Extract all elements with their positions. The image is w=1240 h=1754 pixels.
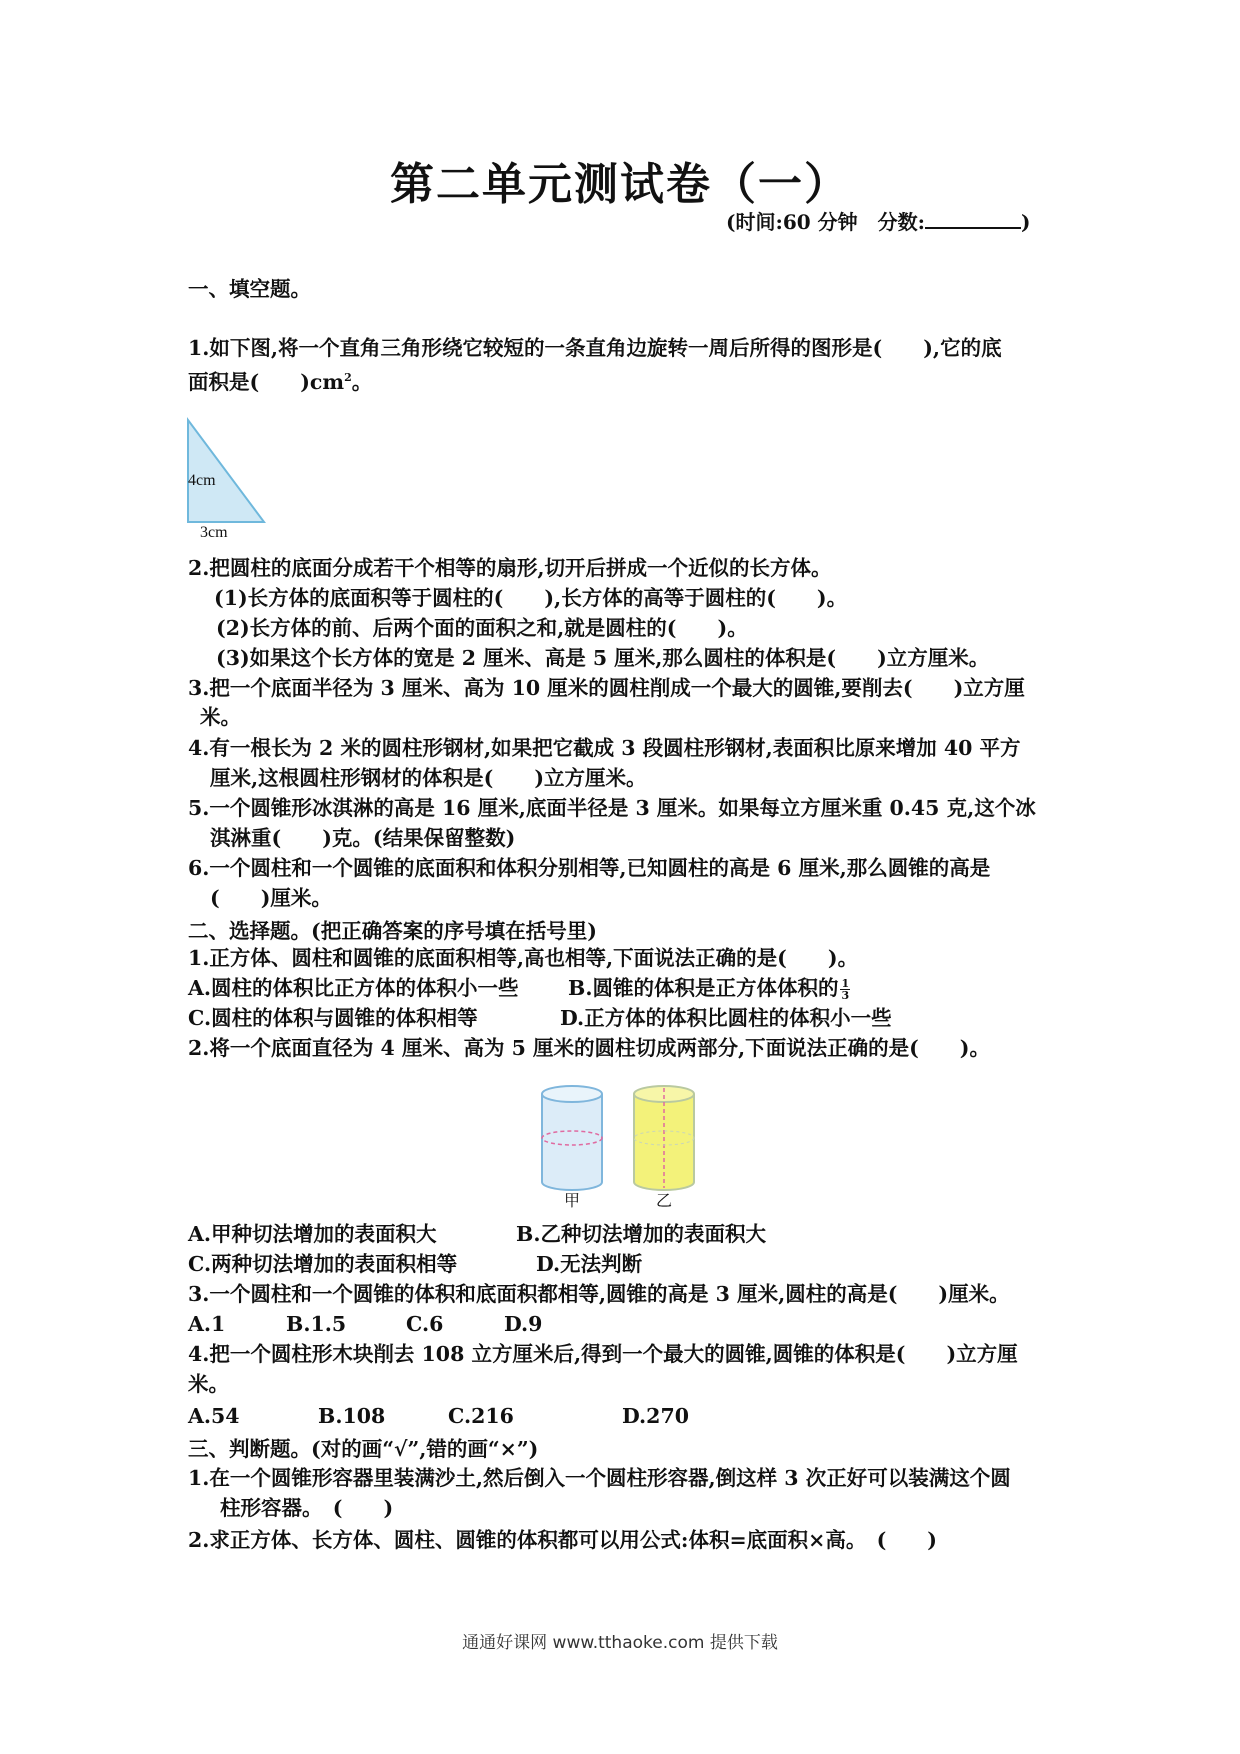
triangle-height-label: 4cm <box>188 472 216 489</box>
s1-q6-line1: 6.一个圆柱和一个圆锥的底面积和体积分别相等,已知圆柱的高是 6 厘米,那么圆锥的高是 <box>188 856 991 880</box>
s2-q2-optD: D.无法判断 <box>536 1252 643 1276</box>
s1-q5-line2: 淇淋重( )克。(结果保留整数) <box>210 826 516 850</box>
s2-q3-optB: B.1.5 <box>286 1312 347 1336</box>
s1-q1-line2 <box>188 364 372 396</box>
s2-q3-optA: A.1 <box>188 1312 226 1336</box>
s2-q3-line1: 3.一个圆柱和一个圆锥的体积和底面积都相等,圆锥的高是 3 厘米,圆柱的高是( )厘米。 <box>188 1282 1010 1306</box>
cylinder-jia <box>542 1086 602 1190</box>
s1-q4-line1: 4.有一根长为 2 米的圆柱形钢材,如果把它截成 3 段圆柱形钢材,表面积比原来增加 40 平方 <box>188 736 1021 760</box>
s1-q2-sub3: (3)如果这个长方体的宽是 2 厘米、高是 5 厘米,那么圆柱的体积是( )立方厘米。 <box>216 646 990 670</box>
s2-q3-optC: C.6 <box>406 1312 444 1336</box>
s1-q2-sub1: (1)长方体的底面积等于圆柱的( ),长方体的高等于圆柱的( )。 <box>214 586 848 610</box>
s2-q4-optD: D.270 <box>622 1404 689 1428</box>
label-yi: 乙 <box>656 1191 673 1210</box>
s1-q3-line1: 3.把一个底面半径为 3 厘米、高为 10 厘米的圆柱削成一个最大的圆锥,要削去( )立方厘 <box>188 676 1025 700</box>
s1-q2-sub2: (2)长方体的前、后两个面的面积之和,就是圆柱的( )。 <box>216 616 748 640</box>
s2-q2-optA: A.甲种切法增加的表面积大 <box>188 1222 437 1246</box>
s2-q1-optB-text: B.圆锥的体积是正方体体积的 <box>568 976 839 1000</box>
section1-heading: 一、填空题。 <box>188 277 311 301</box>
s3-q2-line1: 2.求正方体、长方体、圆柱、圆锥的体积都可以用公式:体积=底面积×高。 ( ) <box>188 1528 937 1552</box>
triangle-shape <box>188 420 264 522</box>
s2-q1-optB <box>568 974 850 1002</box>
s1-q5-line1: 5.一个圆锥形冰淇淋的高是 16 厘米,底面半径是 3 厘米。如果每立方厘米重 0.45 克,这个冰 <box>188 796 1036 820</box>
s2-q1-line1: 1.正方体、圆柱和圆锥的底面积相等,高也相等,下面说法正确的是( )。 <box>188 946 859 970</box>
s2-q2-optC: C.两种切法增加的表面积相等 <box>188 1252 458 1276</box>
s1-q3-line2: 米。 <box>200 705 241 729</box>
s1-q1-line1: 1.如下图,将一个直角三角形绕它较短的一条直角边旋转一周后所得的图形是( ),它的底 <box>188 336 1002 360</box>
s2-q1-optA: A.圆柱的体积比正方体的体积小一些 <box>188 976 519 1000</box>
s1-q4-line2: 厘米,这根圆柱形钢材的体积是( )立方厘米。 <box>210 766 647 790</box>
s3-q1-line1: 1.在一个圆锥形容器里装满沙土,然后倒入一个圆柱形容器,倒这样 3 次正好可以装满这个圆 <box>188 1466 1011 1490</box>
fraction-denominator: 3 <box>841 989 850 1002</box>
score-blank <box>925 209 1021 229</box>
section2-heading: 二、选择题。(把正确答案的序号填在括号里) <box>188 919 597 943</box>
s1-q2-line1: 2.把圆柱的底面分成若干个相等的扇形,切开后拼成一个近似的长方体。 <box>188 556 832 580</box>
footer-watermark: 通通好课网 www.tthaoke.com 提供下载 <box>462 1633 778 1653</box>
s3-q1-line2: 柱形容器。 ( ) <box>220 1496 394 1520</box>
label-jia: 甲 <box>564 1191 581 1210</box>
cylinders-figure <box>536 1082 716 1212</box>
s2-q2-optB: B.乙种切法增加的表面积大 <box>516 1222 766 1246</box>
one-third-fraction <box>840 978 850 1001</box>
page-title: 第二单元测试卷（一） <box>390 159 850 210</box>
triangle-base-label: 3cm <box>200 524 228 541</box>
s2-q4-optC: C.216 <box>448 1404 514 1428</box>
s2-q4-optB: B.108 <box>318 1404 386 1428</box>
s1-q1-line2-a: 面积是( )cm <box>188 369 345 394</box>
s2-q2-line1: 2.将一个底面直径为 4 厘米、高为 5 厘米的圆柱切成两部分,下面说法正确的是( )。 <box>188 1036 991 1060</box>
s2-q1-optC: C.圆柱的体积与圆锥的体积相等 <box>188 1006 478 1030</box>
s1-q1-superscript: 2 <box>344 371 352 384</box>
section3-heading: 三、判断题。(对的画“√”,错的画“×”) <box>188 1437 539 1461</box>
exam-meta-end: ) <box>1021 210 1031 234</box>
cylinder-yi <box>634 1086 694 1190</box>
s2-q4-optA: A.54 <box>188 1404 240 1428</box>
s2-q4-line1: 4.把一个圆柱形木块削去 108 立方厘米后,得到一个最大的圆锥,圆锥的体积是( )立方厘 <box>188 1342 1018 1366</box>
exam-meta-text: (时间:60 分钟 分数: <box>726 210 926 234</box>
fraction-numerator: 1 <box>841 977 850 990</box>
s2-q1-optD: D.正方体的体积比圆柱的体积小一些 <box>560 1006 892 1030</box>
s2-q4-line2: 米。 <box>188 1372 229 1396</box>
s1-q1-line2-b: 。 <box>351 369 373 394</box>
exam-meta <box>726 206 1031 235</box>
s2-q3-optD: D.9 <box>504 1312 543 1336</box>
s1-q6-line2: ( )厘米。 <box>210 886 332 910</box>
